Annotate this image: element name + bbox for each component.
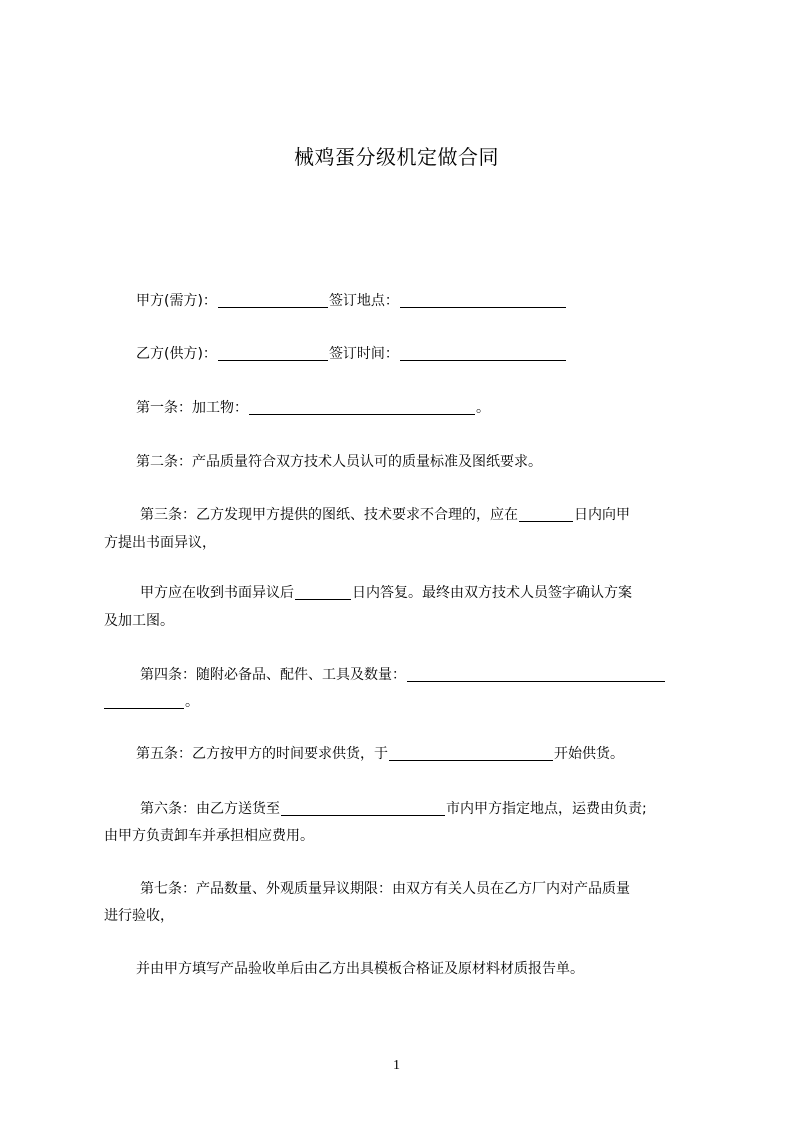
article-5-text-b: 开始供货。 — [554, 746, 624, 762]
party-b-label: 乙方(供方)： — [136, 346, 217, 362]
article-6-city-blank — [281, 801, 445, 816]
article-1 — [136, 398, 736, 418]
article-3-text-a: 第三条：乙方发现甲方提供的图纸、技术要求不合理的，应在 — [140, 507, 518, 523]
page-number: 1 — [393, 1058, 400, 1073]
article-1-end: 。 — [476, 400, 490, 416]
sign-time-label: 签订时间： — [328, 346, 399, 362]
party-b-blank — [218, 346, 328, 361]
article-3-line-2: 方提出书面异议， — [104, 535, 216, 551]
article-3-para2-line-1 — [140, 583, 740, 603]
article-2: 第二条：产品质量符合双方技术人员认可的质量标准及图纸要求。 — [136, 454, 542, 470]
article-3-para2-text-b: 日内答复。最终由双方技术人员签字确认方案 — [352, 585, 632, 601]
article-5-date-blank — [389, 746, 553, 761]
article-4-line-2 — [104, 692, 704, 712]
party-b-line — [136, 344, 736, 364]
article-4-blank-2 — [104, 694, 184, 709]
article-3-para2-text-a: 甲方应在收到书面异议后 — [140, 585, 294, 601]
article-3-para2-line-2: 及加工图。 — [104, 613, 174, 629]
sign-time-blank — [400, 346, 566, 361]
article-4-end: 。 — [185, 694, 199, 710]
article-6-line-1 — [140, 799, 740, 819]
article-3-text-b: 日内向甲 — [574, 507, 630, 523]
document-title: 械鸡蛋分级机定做合同 — [294, 145, 499, 169]
article-3-reply-days-blank — [295, 585, 351, 600]
article-7-line-1: 第七条：产品数量、外观质量异议期限：由双方有关人员在乙方厂内对产品质量 — [140, 881, 630, 897]
party-a-line — [136, 291, 736, 311]
article-7-line-2: 进行验收， — [104, 908, 174, 924]
party-a-label: 甲方(需方)： — [136, 293, 217, 309]
party-a-blank — [218, 293, 328, 308]
article-5 — [136, 744, 736, 764]
article-1-label: 第一条：加工物： — [136, 400, 248, 416]
article-6-text-a: 第六条：由乙方送货至 — [140, 801, 280, 817]
article-1-blank — [249, 400, 475, 415]
article-3-days-blank — [519, 507, 573, 522]
article-7-para2: 并由甲方填写产品验收单后由乙方出具模板合格证及原材料材质报告单。 — [136, 961, 584, 977]
article-6-line-2: 由甲方负责卸车并承担相应费用。 — [104, 828, 314, 844]
article-4-line-1 — [140, 665, 740, 685]
article-4-label: 第四条：随附必备品、配件、工具及数量： — [140, 667, 406, 683]
article-3-line-1 — [140, 505, 740, 525]
article-5-text-a: 第五条：乙方按甲方的时间要求供货，于 — [136, 746, 388, 762]
sign-place-blank — [400, 293, 566, 308]
sign-place-label: 签订地点： — [328, 293, 399, 309]
article-4-blank-1 — [407, 667, 665, 682]
article-6-text-b: 市内甲方指定地点，运费由负责; — [446, 801, 647, 817]
